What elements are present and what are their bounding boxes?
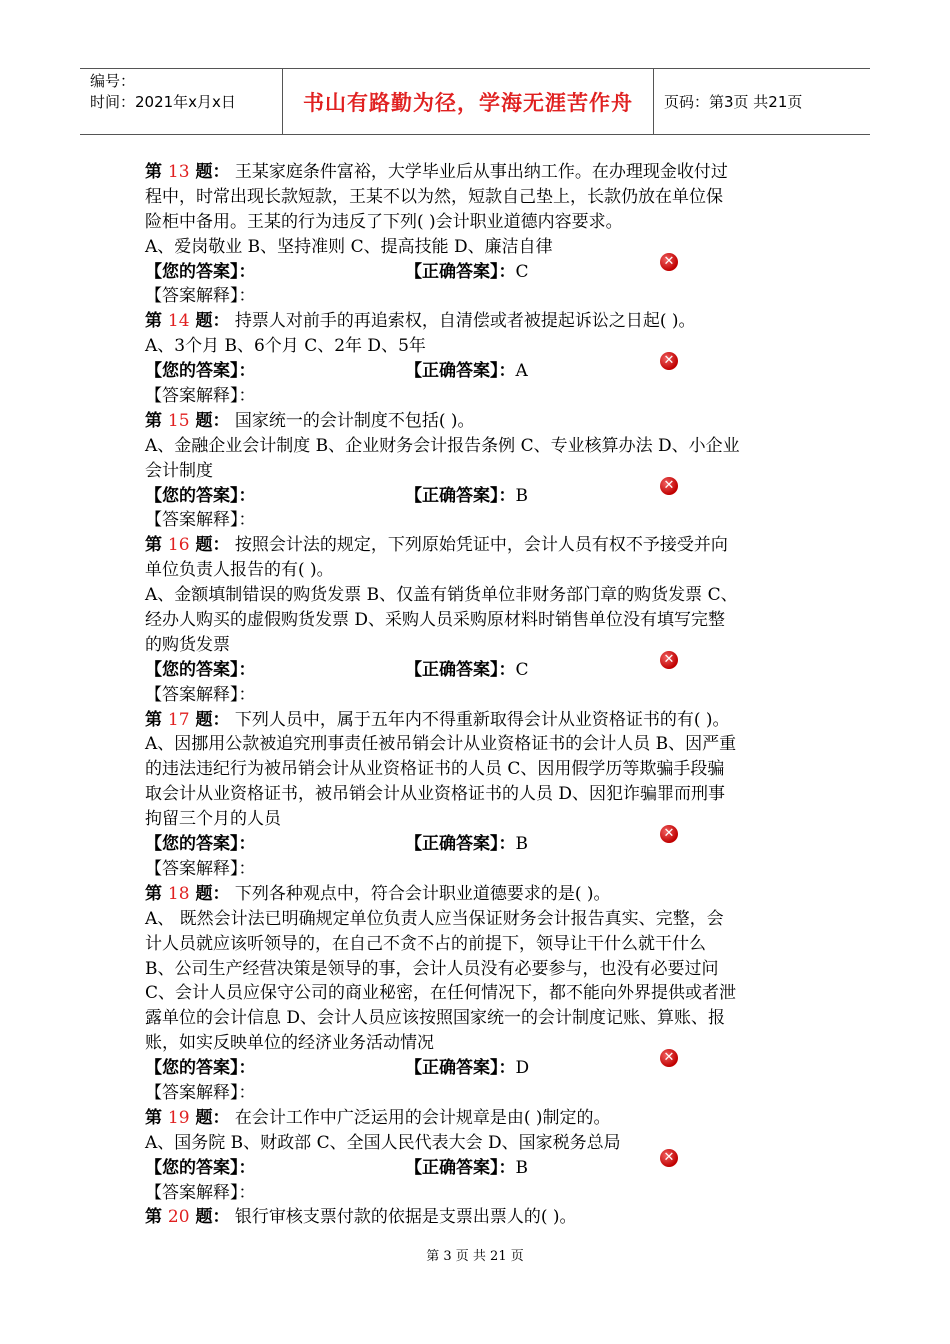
correct-answer-label: 【正确答案】： <box>405 1157 516 1178</box>
question-block <box>145 409 815 533</box>
correct-answer-value: B <box>515 1157 528 1178</box>
question-number-prefix: 第 <box>145 709 168 730</box>
question-stem <box>145 1106 815 1131</box>
question-number <box>145 884 229 904</box>
answer-row <box>145 826 815 857</box>
question-stem-cont <box>145 185 815 210</box>
question-options: 露单位的会计信息 D、会计人员应该按照国家统一的会计制度记账、算账、报 <box>145 1008 726 1029</box>
correct-answer-value: B <box>515 485 528 506</box>
answer-row <box>145 253 815 285</box>
question-stem <box>145 409 815 434</box>
question-number-value: 14 <box>167 311 190 332</box>
question-number-prefix: 第 <box>145 311 168 332</box>
correct-answer-value: C <box>515 659 529 680</box>
page-header <box>80 68 870 135</box>
question-options: 拘留三个月的人员 <box>145 809 281 830</box>
question-stem-cont <box>145 210 815 235</box>
question-stem <box>145 160 815 185</box>
question-stem <box>145 882 815 907</box>
your-answer-label: 【您的答案】： <box>145 659 256 680</box>
question-options: 经办人购买的虚假购货发票 D、采购人员采购原材料时销售单位没有填写完整 <box>145 610 726 631</box>
question-options: A、国务院 B、财政部 C、全国人民代表大会 D、国家税务总局 <box>145 1132 621 1153</box>
question-options: 会计制度 <box>145 460 213 481</box>
question-options: B、公司生产经营决策是领导的事，会计人员没有必要参与，也没有必要过问 <box>145 958 719 979</box>
question-stem-text: 单位负责人报告的有( )。 <box>145 560 334 581</box>
question-number-prefix: 第 <box>145 883 168 904</box>
question-number-value: 20 <box>167 1207 190 1228</box>
question-stem-text: 在会计工作中广泛运用的会计规章是由( )制定的。 <box>229 1107 611 1128</box>
question-stem-text: 按照会计法的规定，下列原始凭证中，会计人员有权不予接受并向 <box>229 535 728 556</box>
question-stem <box>145 708 815 733</box>
question-block <box>145 708 815 882</box>
wrong-icon: ✕ <box>660 1049 678 1067</box>
correct-answer-label: 【正确答案】： <box>405 834 516 855</box>
question-block <box>145 882 815 1106</box>
explanation-label: 【答案解释】： <box>145 684 256 705</box>
question-stem-cont <box>145 558 815 583</box>
question-number <box>145 311 229 331</box>
question-options: A、金融企业会计制度 B、企业财务会计报告条例 C、专业核算办法 D、小企业 <box>145 435 740 456</box>
question-block <box>145 309 815 409</box>
your-answer-label: 【您的答案】： <box>145 261 256 282</box>
question-number <box>145 710 229 730</box>
answer-row <box>145 1149 815 1181</box>
question-stem-text: 国家统一的会计制度不包括( )。 <box>229 410 475 431</box>
question-number-suffix: 题： <box>189 883 230 904</box>
question-number-suffix: 题： <box>189 1107 230 1128</box>
question-block <box>145 1205 815 1230</box>
correct-answer <box>405 1156 528 1181</box>
correct-answer <box>405 832 528 857</box>
question-options: C、会计人员应保守公司的商业秘密，在任何情况下，都不能向外界提供或者泄 <box>145 983 737 1004</box>
your-answer-label: 【您的答案】： <box>145 485 256 506</box>
question-stem-text: 持票人对前手的再追索权，自清偿或者被提起诉讼之日起( )。 <box>229 311 696 332</box>
question-options: 取会计从业资格证书，被吊销会计从业资格证书的人员 D、因犯诈骗罪而刑事 <box>145 784 726 805</box>
explanation-label: 【答案解释】： <box>145 858 256 879</box>
question-number-suffix: 题： <box>189 535 230 556</box>
answer-row <box>145 1050 815 1081</box>
question-number-value: 13 <box>167 162 190 182</box>
question-number-value: 15 <box>167 410 190 431</box>
header-meta <box>80 69 282 134</box>
correct-answer-value: D <box>515 1058 530 1079</box>
page-footer: 第 3 页 共 21 页 <box>426 1249 524 1264</box>
question-stem-text: 下列人员中，属于五年内不得重新取得会计从业资格证书的有( )。 <box>229 709 730 730</box>
code-label: 编号： <box>90 72 136 90</box>
wrong-icon: ✕ <box>660 825 678 843</box>
question-block <box>145 533 815 707</box>
question-stem-text: 险柜中备用。王某的行为违反了下列( )会计职业道德内容要求。 <box>145 211 623 232</box>
question-number <box>145 1207 229 1227</box>
correct-answer <box>405 484 528 509</box>
question-list <box>145 160 815 1230</box>
question-options: 的违法违纪行为被吊销会计从业资格证书的人员 C、因用假学历等欺骗手段骗 <box>145 759 725 780</box>
wrong-icon: ✕ <box>660 352 678 370</box>
question-number-value: 17 <box>167 709 190 730</box>
question-options: A、3个月 B、6个月 C、2年 D、5年 <box>145 336 426 357</box>
header-motto: 书山有路勤为径，学海无涯苦作舟 <box>282 69 654 134</box>
question-options: 计人员就应该听领导的，在自己不贪不占的前提下，领导让干什么就干什么 <box>145 933 706 954</box>
explanation-label: 【答案解释】： <box>145 386 256 407</box>
answer-row <box>145 651 815 683</box>
correct-answer <box>405 658 529 683</box>
correct-answer-label: 【正确答案】： <box>405 659 516 680</box>
answer-row <box>145 477 815 509</box>
wrong-icon: ✕ <box>660 1149 678 1167</box>
question-number-suffix: 题： <box>189 410 230 431</box>
correct-answer <box>405 260 529 285</box>
question-number-prefix: 第 <box>145 1107 168 1128</box>
question-number <box>145 162 229 182</box>
explanation-label: 【答案解释】： <box>145 1182 256 1203</box>
question-number-suffix: 题： <box>189 709 230 730</box>
time-label: 时间：2021年x月x日 <box>90 93 236 111</box>
correct-answer-value: B <box>515 834 528 855</box>
answer-row <box>145 353 815 384</box>
question-stem <box>145 309 815 334</box>
question-stem-text: 程中，时常出现长款短款，王某不以为然，短款自己垫上，长款仍放在单位保 <box>145 186 723 207</box>
correct-answer-value: C <box>515 261 529 282</box>
your-answer-label: 【您的答案】： <box>145 834 256 855</box>
correct-answer-label: 【正确答案】： <box>405 261 516 282</box>
question-stem <box>145 533 815 558</box>
correct-answer-label: 【正确答案】： <box>405 485 516 506</box>
question-block <box>145 1106 815 1206</box>
question-stem-text: 下列各种观点中，符合会计职业道德要求的是( )。 <box>229 883 611 904</box>
your-answer-label: 【您的答案】： <box>145 361 256 382</box>
explanation-label: 【答案解释】： <box>145 510 256 531</box>
question-number-suffix: 题： <box>189 311 230 332</box>
question-options: A、金额填制错误的购货发票 B、仅盖有销货单位非财务部门章的购货发票 C、 <box>145 585 738 606</box>
question-options: 账，如实反映单位的经济业务活动情况 <box>145 1033 434 1054</box>
question-options: 的购货发票 <box>145 634 230 655</box>
question-number-prefix: 第 <box>145 162 168 182</box>
question-number-suffix: 题： <box>189 162 230 182</box>
question-stem <box>145 1205 815 1230</box>
explanation-label: 【答案解释】： <box>145 1082 256 1103</box>
question-number-prefix: 第 <box>145 410 168 431</box>
question-number-value: 18 <box>167 883 190 904</box>
your-answer-label: 【您的答案】： <box>145 1157 256 1178</box>
question-stem-text: 银行审核支票付款的依据是支票出票人的( )。 <box>229 1207 577 1228</box>
question-number-prefix: 第 <box>145 535 168 556</box>
question-number <box>145 1108 229 1128</box>
question-number-suffix: 题： <box>189 1207 230 1228</box>
correct-answer-label: 【正确答案】： <box>405 361 516 382</box>
question-options: A、爱岗敬业 B、坚持准则 C、提高技能 D、廉洁自律 <box>145 236 553 257</box>
your-answer-label: 【您的答案】： <box>145 1058 256 1079</box>
wrong-icon: ✕ <box>660 477 678 495</box>
correct-answer <box>405 1056 529 1081</box>
explanation-label: 【答案解释】： <box>145 286 256 307</box>
wrong-icon: ✕ <box>660 253 678 271</box>
question-options: A、因挪用公款被追究刑事责任被吊销会计从业资格证书的会计人员 B、因严重 <box>145 734 737 755</box>
correct-answer <box>405 359 528 384</box>
question-number <box>145 411 229 431</box>
correct-answer-label: 【正确答案】： <box>405 1058 516 1079</box>
question-number-value: 16 <box>167 535 190 556</box>
question-number <box>145 535 229 555</box>
question-number-prefix: 第 <box>145 1207 168 1228</box>
correct-answer-value: A <box>515 361 528 382</box>
question-block <box>145 160 815 309</box>
question-number-value: 19 <box>167 1107 190 1128</box>
wrong-icon: ✕ <box>660 651 678 669</box>
header-page-info: 页码：第3页 共21页 <box>664 93 803 111</box>
question-options: A、 既然会计法已明确规定单位负责人应当保证财务会计报告真实、完整，会 <box>145 908 724 929</box>
question-stem-text: 王某家庭条件富裕，大学毕业后从事出纳工作。在办理现金收付过 <box>229 162 728 182</box>
